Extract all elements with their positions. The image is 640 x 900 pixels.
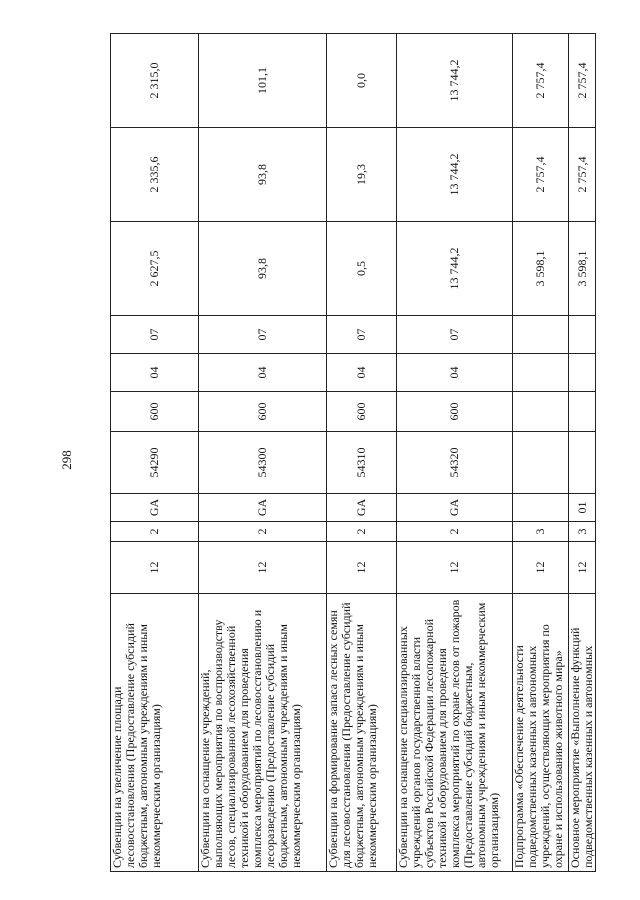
letter-cell: 01 — [569, 494, 596, 522]
subsection-cell: 07 — [397, 316, 513, 354]
table-row — [569, 34, 596, 872]
program-cell: 2 — [111, 522, 199, 542]
budget-table — [110, 33, 596, 872]
value-1-cell: 3 598,1 — [513, 222, 569, 316]
value-1-cell: 93,8 — [199, 222, 327, 316]
row-name: Субвенции на оснащение учреждений, выполняющих мероприятия по воспроизводству лесов, специализированной лесохозяйственной техникой и оборудованием для проведения комплекса мероприятий по лесовосстановлению и лесоразведению (Предоставление субсидий бюджетным, автономным учреждениям и иным некоммерческим организациям) — [199, 594, 327, 872]
value-3-cell: 13 744,2 — [397, 34, 513, 128]
type-cell — [569, 392, 596, 432]
section-cell: 04 — [327, 354, 397, 392]
section-cell — [513, 354, 569, 392]
value-1-cell: 2 627,5 — [111, 222, 199, 316]
value-2-cell: 2 757,4 — [513, 128, 569, 222]
row-name: Субвенции на формирование запаса лесных семян для лесовосстановления (Предоставление субсидий бюджетным, автономным учреждениям и иным некоммерческим организациям) — [327, 594, 397, 872]
program-cell: 2 — [199, 522, 327, 542]
number-cell: 54320 — [397, 432, 513, 494]
razdel-cell: 12 — [513, 542, 569, 594]
table-row — [199, 34, 327, 872]
row-name: Субвенции на оснащение специализированных учреждений органов государственной власти субъектов Российской Федерации лесопожарной техникой и оборудованием для проведения комплекса мероприятий по охране лесов от пожаров (Предоставление субсидий бюджетным, автономным учреждениям и иным некоммерческим организациям) — [397, 594, 513, 872]
number-cell: 54290 — [111, 432, 199, 494]
page-number: 298 — [59, 450, 74, 470]
subsection-cell — [569, 316, 596, 354]
program-cell: 3 — [569, 522, 596, 542]
value-3-cell: 0,0 — [327, 34, 397, 128]
type-cell: 600 — [199, 392, 327, 432]
table-row — [513, 34, 569, 872]
value-3-cell: 2 757,4 — [569, 34, 596, 128]
number-cell: 54310 — [327, 432, 397, 494]
subsection-cell — [513, 316, 569, 354]
letter-cell: GA — [397, 494, 513, 522]
razdel-cell: 12 — [111, 542, 199, 594]
type-cell: 600 — [111, 392, 199, 432]
subsection-cell: 07 — [199, 316, 327, 354]
table-row — [397, 34, 513, 872]
value-2-cell: 93,8 — [199, 128, 327, 222]
value-2-cell: 2 335,6 — [111, 128, 199, 222]
number-cell — [513, 432, 569, 494]
subsection-cell: 07 — [327, 316, 397, 354]
letter-cell: GA — [327, 494, 397, 522]
value-2-cell: 19,3 — [327, 128, 397, 222]
type-cell: 600 — [327, 392, 397, 432]
program-cell: 3 — [513, 522, 569, 542]
section-cell — [569, 354, 596, 392]
rotated-table-frame — [110, 42, 595, 872]
razdel-cell: 12 — [397, 542, 513, 594]
section-cell: 04 — [199, 354, 327, 392]
value-1-cell: 3 598,1 — [569, 222, 596, 316]
number-cell: 54300 — [199, 432, 327, 494]
number-cell — [569, 432, 596, 494]
value-2-cell: 13 744,2 — [397, 128, 513, 222]
subsection-cell: 07 — [111, 316, 199, 354]
table-container — [110, 42, 595, 872]
value-3-cell: 101,1 — [199, 34, 327, 128]
row-name: Основное мероприятие «Выполнение функций подведомственных казенных и автономных — [569, 594, 596, 872]
razdel-cell: 12 — [327, 542, 397, 594]
type-cell: 600 — [397, 392, 513, 432]
type-cell — [513, 392, 569, 432]
section-cell: 04 — [397, 354, 513, 392]
program-cell: 2 — [397, 522, 513, 542]
value-2-cell: 2 757,4 — [569, 128, 596, 222]
row-name: Подпрограмма «Обеспечение деятельности подведомственных казенных и автономных учреждений, осуществляющих мероприятия по охране и использованию животного мира» — [513, 594, 569, 872]
value-1-cell: 0,5 — [327, 222, 397, 316]
row-name: Субвенции на увеличение площади лесовосстановления (Предоставление субсидий бюджетным, автономным учреждениям и иным некоммерческим организациям) — [111, 594, 199, 872]
letter-cell — [513, 494, 569, 522]
section-cell: 04 — [111, 354, 199, 392]
razdel-cell: 12 — [569, 542, 596, 594]
program-cell: 2 — [327, 522, 397, 542]
value-3-cell: 2 315,0 — [111, 34, 199, 128]
value-3-cell: 2 757,4 — [513, 34, 569, 128]
table-row — [327, 34, 397, 872]
value-1-cell: 13 744,2 — [397, 222, 513, 316]
table-row — [111, 34, 199, 872]
letter-cell: GA — [199, 494, 327, 522]
letter-cell: GA — [111, 494, 199, 522]
razdel-cell: 12 — [199, 542, 327, 594]
